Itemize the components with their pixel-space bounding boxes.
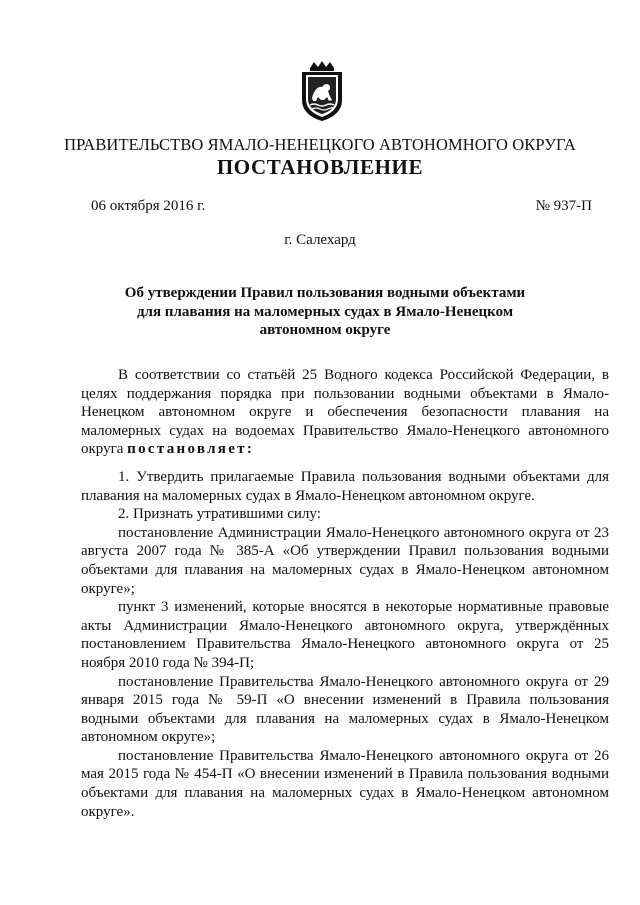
repealed-act-3: постановление Правительства Ямало-Ненецкого автономного округа от 29 января 2015 года № 59-П «О внесении изменений в Правила пользования водными объектами для плавания на маломерных судах в Ямало-Ненецком автономном округе»; <box>81 673 609 746</box>
title-line-2: для плавания на маломерных судах в Ямало-Ненецком <box>136 303 514 320</box>
preamble-paragraph <box>81 366 609 459</box>
document-type: ПОСТАНОВЛЕНИЕ <box>216 155 424 179</box>
title-line-1: Об утверждении Правил пользования водными объектами <box>124 285 526 301</box>
document-date: 06 октября 2016 г. <box>91 198 206 214</box>
document-title <box>110 284 540 340</box>
item-2-paragraph: 2. Признать утратившими силу: <box>118 506 321 523</box>
preamble-text: В соответствии со статьёй 25 Водного кодекса Российской Федерации, в целях поддержания порядка при пользовании водными объектами в Ямало-Ненецком автономном округе и обеспечения безопасности плавания на маломерных судах на водоемах Правительство Ямало-Ненецкого автономного округа <box>81 367 609 458</box>
repealed-act-2: пункт 3 изменений, которые вносятся в некоторые нормативные правовые акты Администрации Ямало-Ненецкого автономного округа, утверждённых постановлением Правительства Ямало-Ненецкого автономного округа от 25 ноября 2010 года № 394-П; <box>81 599 609 671</box>
document-body <box>81 366 609 821</box>
coat-of-arms-icon <box>296 60 348 122</box>
item-1-paragraph: 1. Утвердить прилагаемые Правила пользования водными объектами для плавания на маломерных судах в Ямало-Ненецком автономном округе. <box>81 468 609 504</box>
government-name: ПРАВИТЕЛЬСТВО ЯМАЛО-НЕНЕЦКОГО АВТОНОМНОГО ОКРУГА <box>64 135 576 154</box>
repealed-act-1: постановление Администрации Ямало-Ненецкого автономного округа от 23 августа 2007 года № 385-А «Об утверждении Правил пользования водными объектами для плавания на маломерных судах в Ямало-Ненецком автономном округе»; <box>81 524 609 597</box>
document-city: г. Салехард <box>284 232 356 248</box>
document-number: № 937-П <box>535 198 592 214</box>
repealed-act-4: постановление Правительства Ямало-Ненецкого автономного округа от 26 мая 2015 года № 454-П «О внесении изменений в Правила пользования водными объектами для плавания на маломерных судах в Ямало-Ненецком автономном округе». <box>81 747 609 820</box>
decree-word: постановляет: <box>127 441 255 458</box>
title-line-3: автономном округе <box>259 322 391 338</box>
